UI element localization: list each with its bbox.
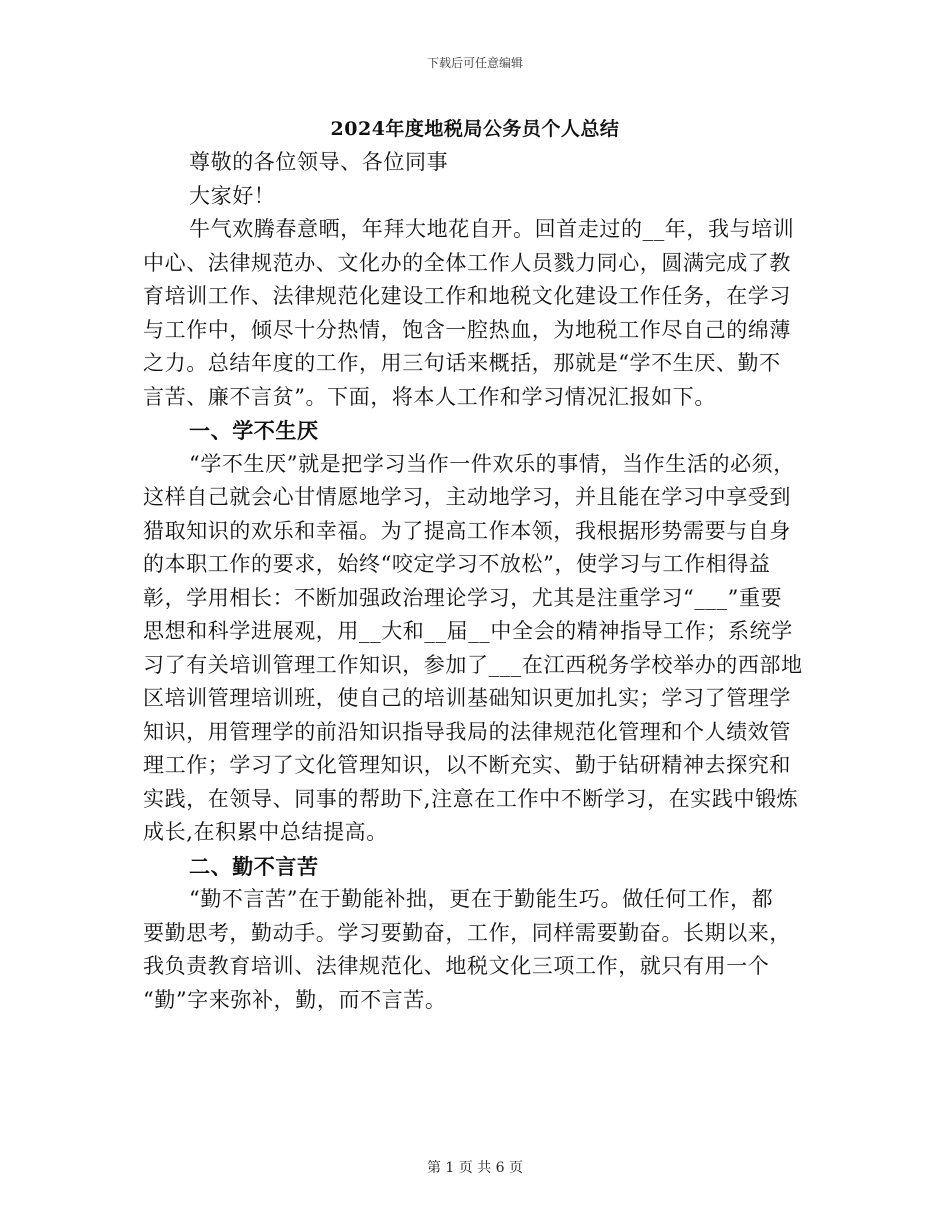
- paragraph-line: 理工作；学习了文化管理知识，以不断充实、勤于钻研精神去探究和: [143, 753, 791, 777]
- paragraph-line: 之力。总结年度的工作，用三句话来概括，那就是“学不生厌、勤不: [143, 351, 781, 375]
- page-footer: 第 1 页 共 6 页: [426, 1160, 524, 1176]
- paragraph-line: 与工作中，倾尽十分热情，饱含一腔热血，为地税工作尽自己的绵薄: [143, 317, 791, 342]
- document-title: 2024年度地税局公务员个人总结: [330, 118, 620, 140]
- header-note: 下载后可任意编辑: [426, 56, 523, 70]
- paragraph-line: “勤不言苦”在于勤能补拙，更在于勤能生巧。做任何工作，都: [189, 887, 774, 911]
- paragraph-line: 知识，用管理学的前沿知识指导我局的法律规范化管理和个人绩效管: [143, 719, 791, 744]
- paragraph-line: 的本职工作的要求，始终“咬定学习不放松”，使学习与工作相得益: [143, 552, 771, 576]
- paragraph-line: 要勤思考，勤动手。学习要勤奋，工作，同样需要勤奋。长期以来，: [143, 920, 791, 945]
- paragraph-line: 思想和科学进展观，用__大和__届__中全会的精神指导工作；系统学: [143, 619, 793, 643]
- paragraph-line: 育培训工作、法律规范化建设工作和地税文化建设工作任务，在学习: [143, 284, 791, 308]
- paragraph-line: 这样自己就会心甘情愿地学习，主动地学习，并且能在学习中享受到: [143, 485, 791, 509]
- section-paragraph: [143, 448, 807, 850]
- paragraph-line: 猎取知识的欢乐和幸福。为了提高工作本领，我根据形势需要与自身: [143, 518, 791, 543]
- paragraph-line: 牛气欢腾春意晒，年拜大地花自开。回首走过的__年，我与培训: [189, 217, 795, 241]
- paragraph-line: 习了有关培训管理工作知识，参加了___在江西税务学校举办的西部地: [143, 652, 803, 677]
- greeting: 大家好！: [189, 183, 276, 208]
- document-body: [143, 146, 807, 1017]
- paragraph-line: “学不生厌”就是把学习当作一件欢乐的事情，当作生活的必须，: [189, 451, 795, 476]
- salutation: 尊敬的各位领导、各位同事: [189, 150, 449, 174]
- paragraph-line: “勤”字来弥补，勤，而不言苦。: [143, 987, 447, 1012]
- paragraph-line: 实践，在领导、同事的帮助下,注意在工作中不断学习，在实践中锻炼: [143, 786, 799, 811]
- paragraph-line: 区培训管理培训班，使自己的培训基础知识更加扎实；学习了管理学: [143, 686, 791, 710]
- paragraph-line: 彰，学用相长：不断加强政治理论学习，尤其是注重学习“___”重要: [143, 585, 783, 610]
- paragraph-line: 成长,在积累中总结提高。: [143, 820, 388, 844]
- section-heading: 二、勤不言苦: [189, 853, 319, 879]
- paragraph-line: 我负责教育培训、法律规范化、地税文化三项工作，就只有用一个: [143, 954, 770, 978]
- intro-paragraph: [143, 213, 807, 414]
- paragraph-line: 中心、法律规范办、文化办的全体工作人员戮力同心，圆满完成了教: [143, 250, 791, 275]
- section-heading: 一、学不生厌: [189, 418, 319, 443]
- paragraph-line: 言苦、廉不言贫”。下面，将本人工作和学习情况汇报如下。: [143, 384, 716, 409]
- section-paragraph: [143, 883, 807, 1017]
